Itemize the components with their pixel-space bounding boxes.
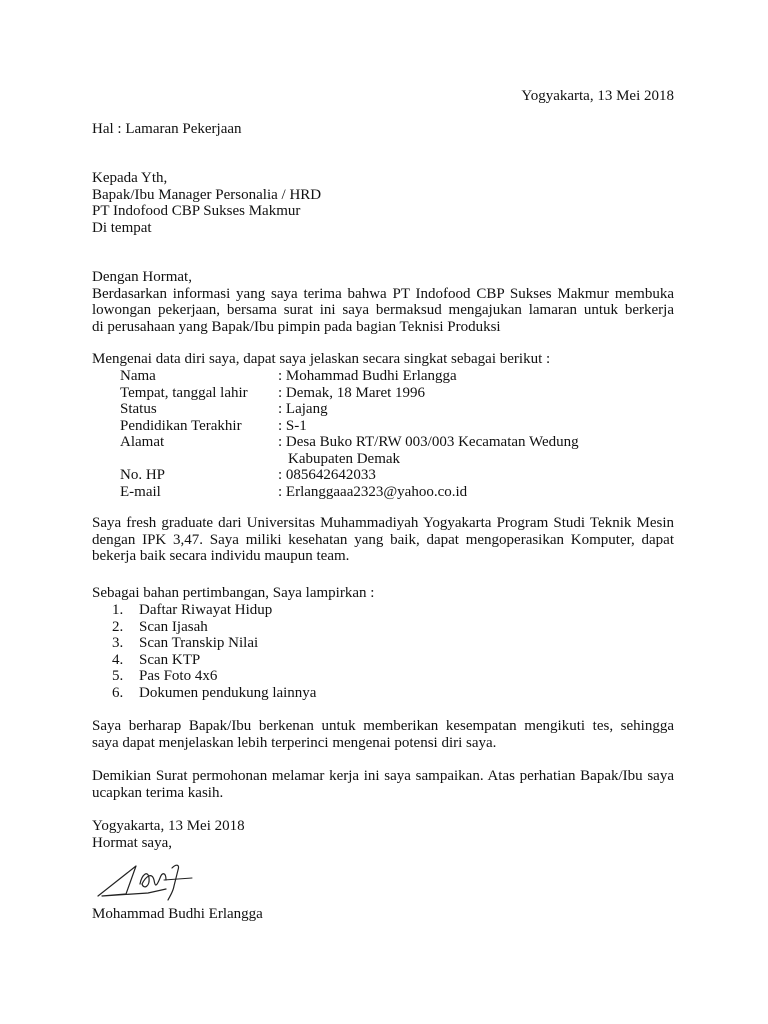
list-number: 6. (112, 684, 124, 701)
recipient-company: PT Indofood CBP Sukses Makmur (92, 203, 301, 219)
handwritten-signature (96, 856, 200, 906)
attachments-intro (92, 585, 674, 602)
data-row-email (120, 484, 579, 501)
list-text: Scan Transkip Nilai (139, 635, 259, 651)
data-row-status (120, 401, 579, 418)
data-row-address (120, 434, 579, 467)
education-line: Saya fresh graduate dari Universitas Muhammadiyah Yogyakarta Program Studi Teknik Mesin (92, 515, 674, 531)
signoff-regards: Hormat saya, (92, 834, 172, 851)
opening-line: di perusahaan yang Bapak/Ibu pimpin pada bagian Teknisi Produksi (92, 318, 501, 335)
data-label: Alamat (120, 434, 165, 450)
data-intro-text: Mengenai data diri saya, dapat saya jelaskan secara singkat sebagai berikut : (92, 351, 551, 367)
data-label: Nama (120, 368, 156, 384)
letter-date: Yogyakarta, 13 Mei 2018 (521, 88, 674, 104)
hope-paragraph (92, 718, 674, 751)
signer-name: Mohammad Budhi Erlangga (92, 906, 263, 922)
data-value: : 085642642033 (278, 467, 376, 483)
data-row-name (120, 368, 579, 385)
closing-line: Demikian Surat permohonan melamar kerja ini saya sampaikan. Atas perhatian Bapak/Ibu saya (92, 768, 674, 784)
list-number: 5. (112, 668, 124, 684)
signoff-block (92, 818, 245, 851)
education-line: bekerja baik secara individu maupun team. (92, 548, 350, 564)
signoff-date: Yogyakarta, 13 Mei 2018 (92, 818, 245, 834)
opening-line: lowongan pekerjaan, bersama surat ini saya bermaksud mengajukan lamaran untuk berkerja (92, 302, 674, 318)
data-value: : Erlanggaaa2323@yahoo.co.id (278, 483, 468, 500)
hope-line: Saya berharap Bapak/Ibu berkenan untuk memberikan kesempatan mengikuti tes, sehingga (92, 718, 674, 734)
recipient-place: Di tempat (92, 219, 152, 236)
greeting: Dengan Hormat, (92, 269, 192, 285)
closing-line: ucapkan terima kasih. (92, 784, 224, 801)
education-paragraph (92, 515, 674, 565)
data-label: Status (120, 401, 157, 417)
list-number: 2. (112, 618, 124, 635)
attachments-list (112, 602, 316, 701)
data-row-phone (120, 467, 579, 484)
letter-subject: Hal : Lamaran Pekerjaan (92, 121, 242, 137)
closing-paragraph (92, 768, 674, 801)
attachments-intro-text: Sebagai bahan pertimbangan, Saya lampirkan : (92, 585, 375, 601)
hope-line: saya dapat menjelaskan lebih terperinci mengenai potensi diri saya. (92, 734, 497, 751)
list-item (112, 619, 316, 636)
recipient-title: Bapak/Ibu Manager Personalia / HRD (92, 186, 322, 203)
data-row-birth (120, 385, 579, 402)
data-label: No. HP (120, 467, 166, 483)
data-row-education (120, 418, 579, 435)
list-number: 3. (112, 635, 124, 651)
list-item (112, 668, 316, 685)
list-number: 1. (112, 602, 124, 618)
education-line: dengan IPK 3,47. Saya miliki kesehatan yang baik, dapat mengoperasikan Komputer, dapat (92, 531, 674, 548)
list-number: 4. (112, 651, 124, 668)
data-label: Pendidikan Terakhir (120, 417, 242, 434)
data-value: : Demak, 18 Maret 1996 (278, 384, 426, 401)
personal-data-table (120, 368, 579, 500)
address-line: : Desa Buko RT/RW 003/003 Kecamatan Wedung (278, 434, 579, 450)
data-label: Tempat, tanggal lahir (120, 384, 248, 401)
recipient-block (92, 170, 321, 236)
data-intro (92, 351, 674, 368)
list-text: Daftar Riwayat Hidup (139, 602, 273, 618)
list-item (112, 652, 316, 669)
list-item (112, 602, 316, 619)
data-value (278, 434, 579, 467)
opening-paragraph (92, 269, 674, 335)
list-item (112, 685, 316, 702)
list-item (112, 635, 316, 652)
recipient-salutation: Kepada Yth, (92, 170, 168, 186)
list-text: Scan KTP (139, 651, 201, 668)
data-value: : Lajang (278, 401, 328, 417)
list-text: Scan Ijasah (139, 618, 208, 635)
opening-line: Berdasarkan informasi yang saya terima bahwa PT Indofood CBP Sukses Makmur membuka (92, 285, 674, 302)
data-value: : Mohammad Budhi Erlangga (278, 368, 457, 384)
data-value: : S-1 (278, 417, 307, 434)
data-label: E-mail (120, 483, 161, 500)
list-text: Dokumen pendukung lainnya (139, 684, 317, 701)
list-text: Pas Foto 4x6 (139, 668, 218, 684)
address-line: Kabupaten Demak (288, 450, 401, 467)
